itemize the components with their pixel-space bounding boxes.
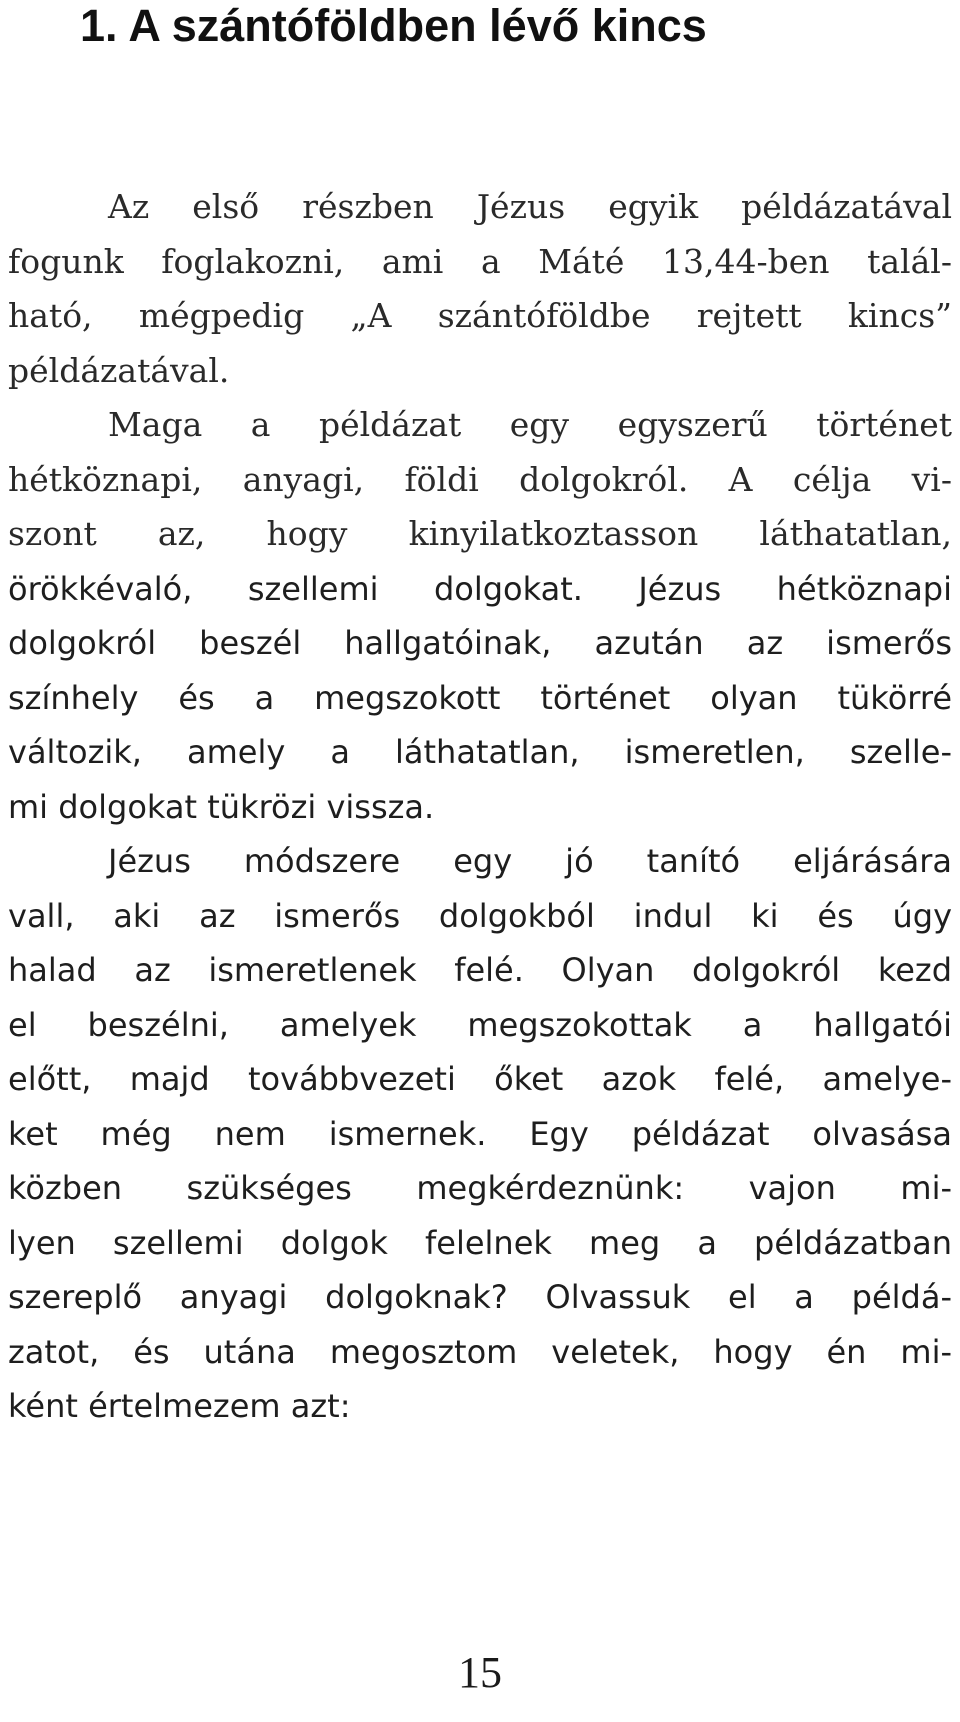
text-line: szereplő anyagi dolgoknak? Olvassuk el a példá- xyxy=(8,1278,952,1316)
body-text xyxy=(8,180,952,1434)
chapter-title: 1. A szántóföldben lévő kincs xyxy=(80,0,707,51)
text-line: előtt, majd továbbvezeti őket azok felé, amelye- xyxy=(8,1060,952,1098)
page-number: 15 xyxy=(458,1648,502,1697)
text-line: ket még nem ismernek. Egy példázat olvasása xyxy=(8,1114,952,1153)
text-line: mi dolgokat tükrözi vissza. xyxy=(8,787,435,826)
text-line: fogunk foglakozni, ami a Máté 13,44-ben talál- xyxy=(8,241,952,281)
text-line: lyen szellemi dolgok felelnek meg a példázatban xyxy=(8,1223,952,1262)
text-line: dolgokról beszél hallgatóinak, azután az ismerős xyxy=(8,624,952,662)
text-line: szont az, hogy kinyilatkoztasson láthatatlan, xyxy=(8,514,952,553)
text-line: el beszélni, amelyek megszokottak a hallgatói xyxy=(8,1005,952,1044)
text-line: vall, aki az ismerős dolgokból indul ki és úgy xyxy=(8,896,952,935)
text-line: ként értelmezem azt: xyxy=(8,1387,351,1425)
text-line: közben szükséges megkérdeznünk: vajon mi- xyxy=(8,1169,952,1207)
text-line: példázatával. xyxy=(8,350,230,390)
text-line: színhely és a megszokott történet olyan tükörré xyxy=(8,678,952,717)
text-line: Maga a példázat egy egyszerű történet xyxy=(108,405,952,444)
text-line: változik, amely a láthatatlan, ismeretlen, szelle- xyxy=(8,733,952,771)
text-line: zatot, és utána megosztom veletek, hogy én mi- xyxy=(8,1332,952,1371)
text-line: Az első részben Jézus egyik példázatával xyxy=(108,187,952,226)
text-line: hétköznapi, anyagi, földi dolgokról. A célja vi- xyxy=(8,459,952,499)
text-line: halad az ismeretlenek felé. Olyan dolgokról kezd xyxy=(8,951,952,989)
text-line: örökkévaló, szellemi dolgokat. Jézus hétköznapi xyxy=(8,569,952,608)
text-line: ható, mégpedig „A szántóföldbe rejtett kincs” xyxy=(8,296,952,335)
text-line: Jézus módszere egy jó tanító eljárására xyxy=(108,842,952,880)
